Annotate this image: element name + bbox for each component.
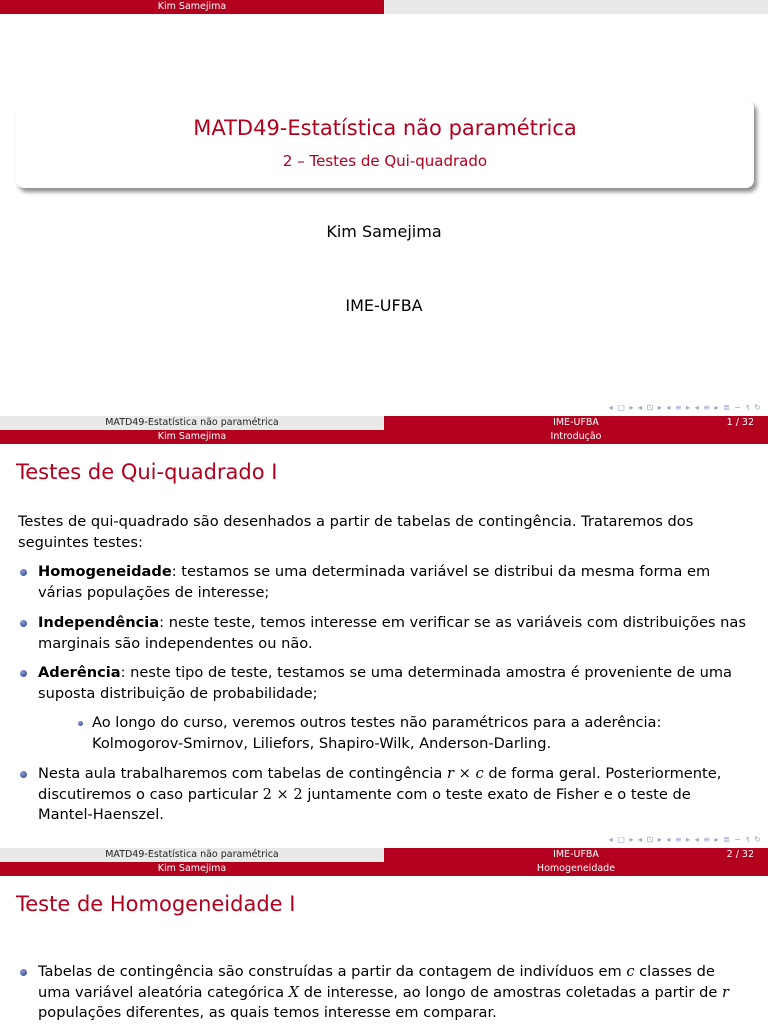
bullet-icon [20, 969, 27, 976]
header-author: Kim Samejima [157, 1, 227, 12]
item-text: : neste teste, temos interesse em verificar se as variáveis com distribuições nas marginais são independentes ou não. [38, 614, 746, 652]
presentation-title: MATD49-Estatística não paramétrica [193, 116, 577, 140]
page-number: 2 / 32 [726, 849, 754, 860]
header-bar [0, 862, 768, 876]
footer-institute: IME-UFBA [553, 417, 599, 428]
math-r: r [721, 983, 729, 1001]
header-left [0, 862, 384, 876]
footer-institute: IME-UFBA [553, 849, 599, 860]
bullet-icon [20, 569, 27, 576]
title-box [16, 100, 754, 188]
header-author: Kim Samejima [157, 431, 227, 442]
list-item [38, 613, 750, 654]
header-author: Kim Samejima [157, 863, 227, 874]
item-text: classes de uma variável aleatória categórica [38, 963, 715, 1001]
author-name: Kim Samejima [326, 222, 442, 241]
item-text: populações diferentes, as quais temos interesse em comparar. [38, 1004, 497, 1021]
footer-course: MATD49-Estatística não paramétrica [105, 849, 279, 860]
frame-title: Teste de Homogeneidade I [16, 892, 296, 916]
frame-title: Testes de Qui-quadrado I [16, 460, 278, 484]
footer-course: MATD49-Estatística não paramétrica [105, 417, 279, 428]
navigation-symbols[interactable]: ◂ □ ▸ ◂ ⊡ ▸ ◂ ≡ ▸ ◂ ≡ ▸ ≣ ∽ ९ ↻ [608, 403, 762, 412]
institute-name: IME-UFBA [345, 296, 423, 315]
sub-item-text: Ao longo do curso, veremos outros testes não paramétricos para a aderência: Kolmogorov-Smirnov, Liliefors, Shapiro-Wilk, Anderson-Darling. [92, 714, 662, 752]
bullet-icon [20, 771, 27, 778]
bullet-icon [20, 670, 27, 677]
math-c: c [475, 765, 484, 782]
math-2x2: 2 × 2 [262, 785, 303, 803]
item-term: Aderência [38, 664, 121, 681]
list-item [38, 962, 750, 1024]
page-number: 1 / 32 [726, 417, 754, 428]
item-text: : neste tipo de teste, testamos se uma determinada amostra é proveniente de uma suposta distribuição de probabilidade; [38, 664, 733, 702]
item-text: de interesse, ao longo de amostras coletadas a partir de [299, 983, 722, 1001]
item-text: juntamente com o teste exato de Fisher e o teste de Mantel-Haenszel. [38, 785, 691, 823]
math-x: X [288, 983, 300, 1001]
sub-bullet-icon [78, 721, 83, 726]
header-bar [0, 430, 768, 444]
item-term: Independência [38, 614, 160, 631]
item-text: de forma geral. Posteriormente, discutiremos o caso particular [38, 765, 722, 803]
presentation-subtitle: 2 – Testes de Qui-quadrado [282, 152, 488, 170]
list-item [38, 562, 750, 603]
header-section: Homogeneidade [536, 863, 616, 874]
header-right [384, 0, 768, 14]
header-right [384, 862, 768, 876]
title-slide [0, 0, 768, 428]
item-text: Tabelas de contingência são construídas a partir da contagem de indivíduos em [38, 963, 627, 980]
intro-paragraph: Testes de qui-quadrado são desenhados a partir de tabelas de contingência. Trataremos dos seguintes testes: [18, 513, 694, 551]
slide-introduction [0, 416, 768, 860]
item-term: Homogeneidade [38, 563, 172, 580]
item-text: Nesta aula trabalharemos com tabelas de contingência [38, 765, 448, 782]
bullet-icon [20, 620, 27, 627]
math-times: × [454, 765, 476, 782]
header-right [384, 430, 768, 444]
item-text: : testamos se uma determinada variável se distribui da mesma forma em várias populações de interesse; [38, 563, 711, 601]
header-left [0, 430, 384, 444]
navigation-symbols[interactable]: ◂ □ ▸ ◂ ⊡ ▸ ◂ ≡ ▸ ◂ ≡ ▸ ≣ ∽ ९ ↻ [608, 835, 762, 844]
math-c: c [626, 963, 635, 980]
header-bar [0, 0, 768, 14]
sub-list-item [92, 713, 752, 754]
list-item [38, 764, 750, 826]
header-section: Introdução [550, 431, 602, 442]
math-r: r [447, 765, 454, 782]
slide-homogeneidade [0, 848, 768, 1024]
header-left [0, 0, 384, 14]
list-item [38, 663, 750, 704]
